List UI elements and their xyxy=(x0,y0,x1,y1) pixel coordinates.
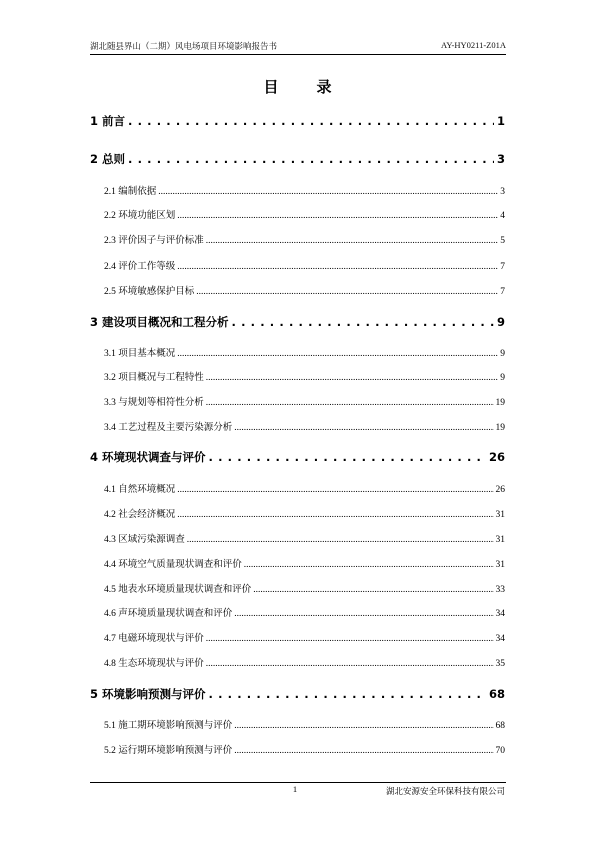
toc-dot-leader xyxy=(177,211,498,221)
toc-entry-page: 3 xyxy=(500,187,505,197)
toc-entry-page: 4 xyxy=(500,211,505,221)
toc-entry-page: 9 xyxy=(496,315,505,329)
toc-dot-leader xyxy=(177,485,493,495)
toc-dot-leader xyxy=(206,659,494,669)
toc-entry-page: 1 xyxy=(496,114,505,128)
toc-dot-leader xyxy=(177,262,498,272)
toc-entry-page: 68 xyxy=(488,687,505,701)
toc-entry-page: 7 xyxy=(500,262,505,272)
toc-section-entry[interactable] xyxy=(104,605,505,619)
toc-dot-leader xyxy=(209,687,486,701)
toc-section-entry[interactable] xyxy=(104,630,505,644)
toc-entry-page: 68 xyxy=(495,721,505,731)
toc-dot-leader xyxy=(253,585,493,595)
toc-section-entry[interactable] xyxy=(104,481,505,495)
toc-section-entry[interactable] xyxy=(104,419,505,433)
toc-entry-label: 3 建设项目概况和工程分析 xyxy=(90,315,229,329)
toc-entry-label: 3.4 工艺过程及主要污染源分析 xyxy=(104,423,233,433)
toc-section-entry[interactable] xyxy=(104,717,505,731)
toc-entry-page: 34 xyxy=(495,634,505,644)
footer-company: 湖北安源安全环保科技有限公司 xyxy=(385,786,505,796)
toc-section-entry[interactable] xyxy=(104,394,505,408)
toc-entry-label: 4.4 环境空气质量现状调查和评价 xyxy=(104,560,242,570)
toc-dot-leader xyxy=(234,721,493,731)
toc-dot-leader xyxy=(206,398,494,408)
toc-entry-page: 26 xyxy=(495,485,505,495)
toc-dot-leader xyxy=(128,152,494,166)
title-char-1: 目 xyxy=(263,78,279,96)
toc-dot-leader xyxy=(177,510,493,520)
toc-section-entry[interactable] xyxy=(104,531,505,545)
header-report-title: 湖北随县界山（二期）风电场项目环境影响报告书 xyxy=(90,41,278,51)
toc-section-entry[interactable] xyxy=(104,655,505,669)
toc-entry-page: 31 xyxy=(495,510,505,520)
footer-page-number: 1 xyxy=(292,784,298,794)
toc-entry-page: 34 xyxy=(495,609,505,619)
toc-entry-label: 4.1 自然环境概况 xyxy=(104,485,176,495)
toc-dot-leader xyxy=(177,349,498,359)
toc-entry-label: 2.1 编制依据 xyxy=(104,187,157,197)
toc-section-entry[interactable] xyxy=(104,581,505,595)
title-char-2: 录 xyxy=(316,78,332,96)
toc-entry-page: 9 xyxy=(500,349,505,359)
toc-entry-label: 3.3 与规划等相符性分析 xyxy=(104,398,204,408)
footer-divider xyxy=(90,782,506,783)
toc-entry-page: 31 xyxy=(495,535,505,545)
toc-dot-leader xyxy=(128,114,494,128)
toc-chapter-entry[interactable] xyxy=(90,686,505,702)
toc-section-entry[interactable] xyxy=(104,283,505,297)
toc-dot-leader xyxy=(187,535,494,545)
toc-section-entry[interactable] xyxy=(104,207,505,221)
toc-dot-leader xyxy=(196,287,498,297)
toc-entry-label: 4.8 生态环境现状与评价 xyxy=(104,659,204,669)
toc-chapter-entry[interactable] xyxy=(90,449,505,465)
toc-entry-label: 4 环境现状调查与评价 xyxy=(90,450,206,464)
toc-dot-leader xyxy=(206,634,494,644)
toc-entry-label: 4.5 地表水环境质量现状调查和评价 xyxy=(104,585,252,595)
toc-section-entry[interactable] xyxy=(104,345,505,359)
toc-dot-leader xyxy=(234,746,493,756)
toc-section-entry[interactable] xyxy=(104,506,505,520)
toc-entry-page: 19 xyxy=(495,423,505,433)
toc-entry-label: 2.4 评价工作等级 xyxy=(104,262,176,272)
toc-entry-page: 35 xyxy=(495,659,505,669)
toc-dot-leader xyxy=(158,187,498,197)
toc-dot-leader xyxy=(209,450,486,464)
toc-entry-page: 19 xyxy=(495,398,505,408)
toc-entry-label: 3.2 项目概况与工程特性 xyxy=(104,373,204,383)
toc-entry-label: 2.5 环境敏感保护目标 xyxy=(104,287,195,297)
toc-chapter-entry[interactable] xyxy=(90,151,505,167)
toc-entry-label: 2.2 环境功能区划 xyxy=(104,211,176,221)
toc-dot-leader xyxy=(234,609,493,619)
toc-dot-leader xyxy=(232,315,494,329)
toc-entry-page: 9 xyxy=(500,373,505,383)
toc-entry-label: 4.6 声环境质量现状调查和评价 xyxy=(104,609,233,619)
toc-entry-page: 3 xyxy=(496,152,505,166)
toc-chapter-entry[interactable] xyxy=(90,314,505,330)
toc-entry-page: 31 xyxy=(495,560,505,570)
toc-entry-label: 2.3 评价因子与评价标准 xyxy=(104,236,204,246)
toc-dot-leader xyxy=(206,236,498,246)
toc-entry-label: 5.2 运行期环境影响预测与评价 xyxy=(104,746,233,756)
toc-entry-label: 4.7 电磁环境现状与评价 xyxy=(104,634,204,644)
toc-dot-leader xyxy=(234,423,493,433)
toc-dot-leader xyxy=(206,373,498,383)
toc-entry-label: 2 总则 xyxy=(90,152,126,166)
toc-entry-page: 5 xyxy=(500,236,505,246)
toc-section-entry[interactable] xyxy=(104,258,505,272)
header-document-code: AY-HY0211-Z01A xyxy=(440,40,506,50)
toc-entry-label: 4.3 区域污染源调查 xyxy=(104,535,185,545)
toc-chapter-entry[interactable] xyxy=(90,113,505,129)
toc-section-entry[interactable] xyxy=(104,369,505,383)
toc-section-entry[interactable] xyxy=(104,232,505,246)
toc-section-entry[interactable] xyxy=(104,742,505,756)
toc-entry-page: 7 xyxy=(500,287,505,297)
toc-entry-label: 4.2 社会经济概况 xyxy=(104,510,176,520)
toc-section-entry[interactable] xyxy=(104,556,505,570)
toc-entry-page: 70 xyxy=(495,746,505,756)
toc-entry-page: 26 xyxy=(488,450,505,464)
toc-entry-page: 33 xyxy=(495,585,505,595)
toc-entry-label: 5 环境影响预测与评价 xyxy=(90,687,206,701)
toc-dot-leader xyxy=(244,560,494,570)
toc-entry-label: 1 前言 xyxy=(90,114,126,128)
toc-entry-label: 5.1 施工期环境影响预测与评价 xyxy=(104,721,233,731)
toc-entry-label: 3.1 项目基本概况 xyxy=(104,349,176,359)
toc-section-entry[interactable] xyxy=(104,183,505,197)
